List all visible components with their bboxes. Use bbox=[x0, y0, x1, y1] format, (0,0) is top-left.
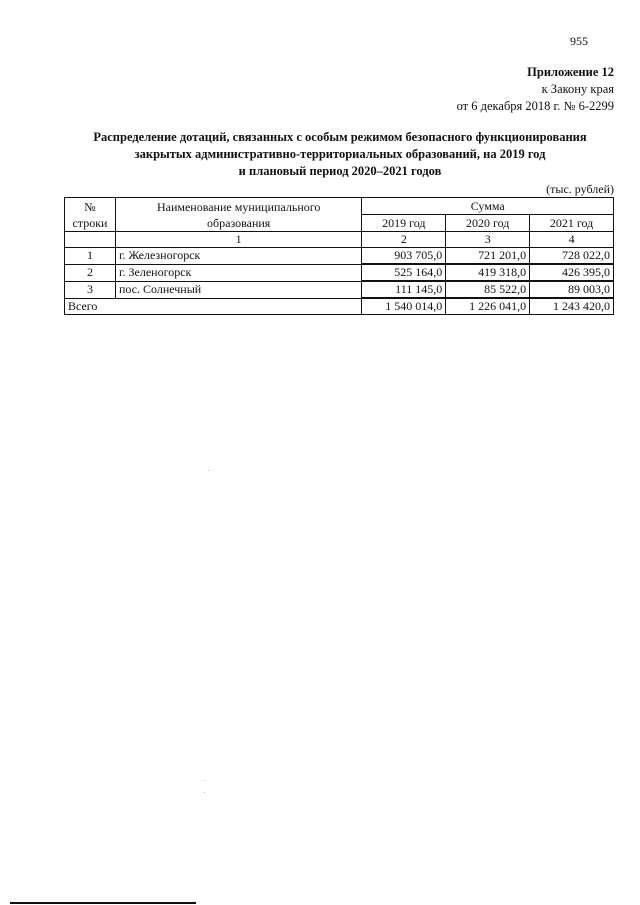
header-row-number: № строки bbox=[65, 198, 116, 232]
row-number: 1 bbox=[65, 248, 116, 265]
unit-label: (тыс. рублей) bbox=[546, 182, 614, 196]
amount-2021: 89 003,0 bbox=[530, 281, 614, 298]
municipality-name: г. Зеленогорск bbox=[115, 264, 361, 281]
total-label: Всего bbox=[65, 298, 362, 315]
colnum-3: 3 bbox=[446, 232, 530, 248]
colnum-4: 4 bbox=[530, 232, 614, 248]
header-year-2020: 2020 год bbox=[446, 215, 530, 232]
document-title-line3: и плановый период 2020–2021 годов bbox=[238, 164, 442, 178]
scan-speck bbox=[204, 792, 205, 793]
total-2021: 1 243 420,0 bbox=[530, 298, 614, 315]
scan-speck bbox=[208, 470, 209, 471]
appendix-date: от 6 декабря 2018 г. № 6-2299 bbox=[456, 99, 614, 113]
header-year-2019: 2019 год bbox=[362, 215, 446, 232]
colnum-1: 1 bbox=[115, 232, 361, 248]
table-colnum-row bbox=[65, 232, 614, 248]
table-total-row bbox=[65, 298, 614, 315]
colnum-2: 2 bbox=[362, 232, 446, 248]
table-row bbox=[65, 248, 614, 265]
document-title bbox=[40, 129, 640, 180]
appendix-block bbox=[457, 64, 614, 115]
colnum-empty bbox=[65, 232, 116, 248]
total-2019: 1 540 014,0 bbox=[362, 298, 446, 315]
row-number: 2 bbox=[65, 264, 116, 281]
table-header-row bbox=[65, 198, 614, 215]
header-municipality-name: Наименование муниципального образования bbox=[115, 198, 361, 232]
table-row bbox=[65, 281, 614, 298]
appendix-law-ref: к Закону края bbox=[541, 82, 614, 96]
municipality-name: г. Железногорск bbox=[115, 248, 361, 265]
amount-2021: 728 022,0 bbox=[530, 248, 614, 265]
total-2020: 1 226 041,0 bbox=[446, 298, 530, 315]
header-sum: Сумма bbox=[362, 198, 614, 215]
amount-2020: 721 201,0 bbox=[446, 248, 530, 265]
amount-2019: 903 705,0 bbox=[362, 248, 446, 265]
amount-2020: 419 318,0 bbox=[446, 264, 530, 281]
document-title-line2: закрытых административно-территориальных образований, на 2019 год bbox=[134, 147, 546, 161]
table-row bbox=[65, 264, 614, 281]
appendix-title: Приложение 12 bbox=[527, 65, 614, 79]
row-number: 3 bbox=[65, 281, 116, 298]
municipality-name: пос. Солнечный bbox=[115, 281, 361, 298]
amount-2019: 525 164,0 bbox=[362, 264, 446, 281]
scan-speck bbox=[204, 780, 205, 781]
amount-2019: 111 145,0 bbox=[362, 281, 446, 298]
document-title-line1: Распределение дотаций, связанных с особым режимом безопасного функционирования bbox=[93, 130, 587, 144]
page-number: 955 bbox=[570, 34, 588, 48]
bottom-rule bbox=[10, 902, 196, 904]
amount-2021: 426 395,0 bbox=[530, 264, 614, 281]
subsidies-table bbox=[64, 197, 614, 315]
amount-2020: 85 522,0 bbox=[446, 281, 530, 298]
header-year-2021: 2021 год bbox=[530, 215, 614, 232]
